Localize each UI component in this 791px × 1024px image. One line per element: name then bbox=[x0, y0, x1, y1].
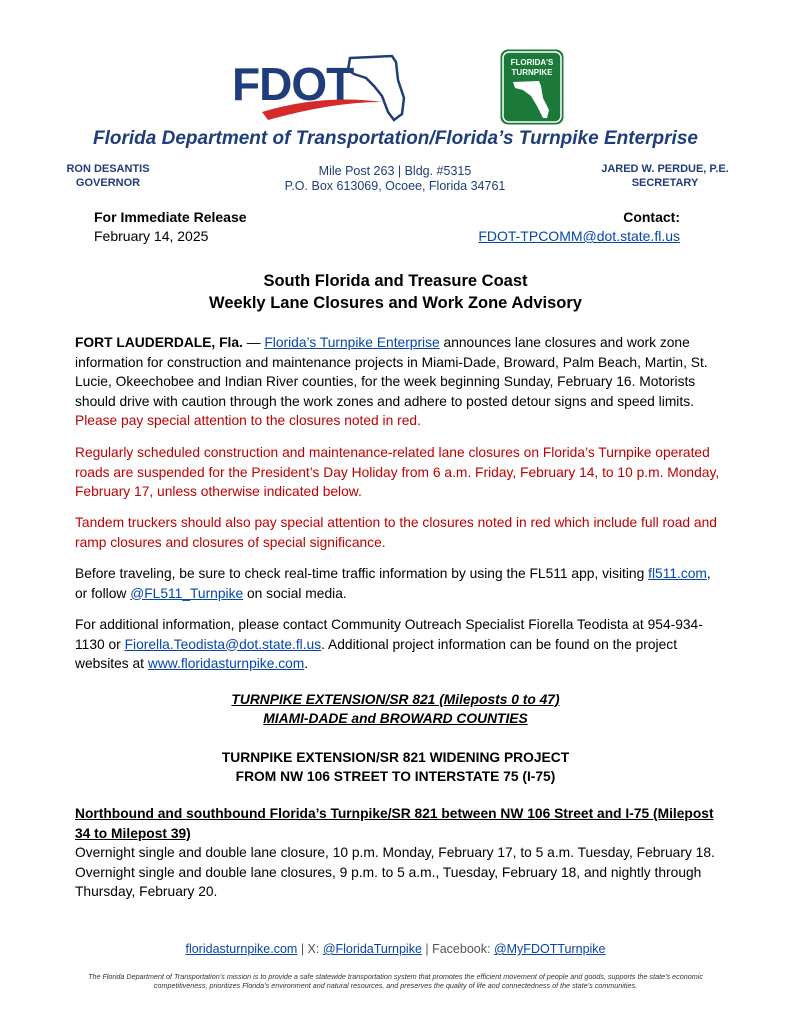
intro-red-note: Please pay special attention to the closures noted in red. bbox=[75, 413, 421, 428]
section-title-line1: TURNPIKE EXTENSION/SR 821 (Mileposts 0 to 47) bbox=[231, 692, 560, 707]
secretary-title: SECRETARY bbox=[631, 177, 699, 189]
project-title bbox=[0, 748, 791, 786]
turnpike-logo-line2: TURNPIKE bbox=[511, 68, 553, 77]
paragraph-traffic-info bbox=[75, 564, 720, 603]
intro-text: announces lane closures and work zone information for construction and maintenance projects in Miami-Dade, Broward, Palm Beach, Martin, St. Lucie, Okeechobee and Indian River counties, for the week beginning Sunday, February 16. Motorists should drive with caution through the work zones and adhere to posted detour signs and speed limits. bbox=[75, 335, 708, 409]
mission-statement: The Florida Department of Transportation’s mission is to provide a safe statewide transportation system that promotes the efficient movement of people and goods, supports the state’s economic competitiveness, prioritizes Florida’s environment and natural resources, and preserves the quality of life and connectedness of the state’s communities. bbox=[88, 972, 703, 990]
headline bbox=[0, 270, 791, 314]
address-line2: P.O. Box 613069, Ocoee, Florida 34761 bbox=[284, 179, 506, 193]
section-title-line2: MIAMI-DADE and BROWARD COUNTIES bbox=[263, 711, 528, 726]
project-title-line2: FROM NW 106 STREET TO INTERSTATE 75 (I-75) bbox=[235, 769, 556, 784]
paragraph-contact bbox=[75, 615, 720, 674]
secretary-block bbox=[590, 162, 740, 190]
turnpike-enterprise-link[interactable]: Florida’s Turnpike Enterprise bbox=[264, 335, 440, 350]
traffic-text-b: , or follow bbox=[75, 566, 711, 601]
headline-line1: South Florida and Treasure Coast bbox=[263, 272, 528, 290]
closure-line1: Overnight single and double lane closure, 10 p.m. Monday, February 17, to 5 a.m. Tuesday, February 18. bbox=[75, 845, 715, 860]
floridasturnpike-website-link[interactable]: www.floridasturnpike.com bbox=[147, 656, 305, 671]
contact-text-a: For additional information, please contact Community Outreach Specialist Fiorella Teodista at 954-934-1130 or bbox=[75, 617, 703, 652]
footer-website-link[interactable]: floridasturnpike.com bbox=[185, 942, 298, 956]
turnpike-logo bbox=[499, 48, 565, 126]
footer-x-link[interactable]: @FloridaTurnpike bbox=[322, 942, 422, 956]
contact-text-c: . bbox=[304, 656, 309, 671]
fl511-turnpike-link[interactable]: @FL511_Turnpike bbox=[130, 585, 244, 601]
fdot-logo bbox=[232, 50, 412, 128]
dateline-dash: — bbox=[242, 335, 265, 350]
paragraph-intro bbox=[75, 333, 720, 431]
address-line1: Mile Post 263 | Bldg. #5315 bbox=[318, 164, 472, 178]
governor-title: GOVERNOR bbox=[75, 177, 141, 189]
release-label: For Immediate Release bbox=[94, 209, 247, 225]
closure-entry bbox=[75, 804, 720, 902]
section-title bbox=[0, 690, 791, 728]
traffic-text-a: Before traveling, be sure to check real-time traffic information by using the FL511 app, visiting bbox=[75, 566, 649, 581]
dateline: FORT LAUDERDALE, Fla. bbox=[75, 335, 243, 350]
footer-links bbox=[0, 942, 791, 956]
turnpike-logo-line1: FLORIDA'S bbox=[510, 58, 554, 67]
paragraph-tandem-truckers: Tandem truckers should also pay special attention to the closures noted in red which include full road and ramp closures and closures of special significance. bbox=[75, 515, 717, 550]
paragraph-holiday-suspension: Regularly scheduled construction and maintenance-related lane closures on Florida’s Turnpike operated roads are suspended for the President’s Day Holiday from 6 a.m. Friday, February 14, to 10 p.m. Monday, February 17, unless otherwise indicated below. bbox=[75, 445, 720, 499]
closure-heading: Northbound and southbound Florida’s Turnpike/SR 821 between NW 106 Street and I-75 (Milepost 34 to Milepost 39) bbox=[75, 806, 714, 841]
governor-name: RON DESANTIS bbox=[66, 163, 150, 175]
fdot-logo-text: FDOT bbox=[232, 58, 354, 110]
address-block bbox=[250, 164, 540, 194]
closure-line2: Overnight single and double lane closures, 9 p.m. to 5 a.m., Tuesday, February 18, and nightly through Thursday, February 20. bbox=[75, 864, 702, 899]
footer-facebook-link[interactable]: @MyFDOTTurnpike bbox=[493, 942, 606, 956]
contact-text-b: . Additional project information can be found on the project websites at bbox=[75, 636, 678, 671]
contact-info bbox=[478, 208, 680, 246]
headline-line2: Weekly Lane Closures and Work Zone Advisory bbox=[209, 294, 582, 312]
teodista-email-link[interactable]: Fiorella.Teodista@dot.state.fl.us bbox=[124, 636, 322, 652]
contact-label: Contact: bbox=[623, 209, 680, 225]
footer-sep2: | Facebook: bbox=[421, 942, 494, 956]
traffic-text-c: on social media. bbox=[243, 585, 347, 601]
footer-sep1: | X: bbox=[297, 942, 323, 956]
contact-email-link[interactable]: FDOT-TPCOMM@dot.state.fl.us bbox=[478, 228, 680, 244]
governor-block bbox=[58, 162, 158, 190]
agency-title: Florida Department of Transportation/Florida’s Turnpike Enterprise bbox=[93, 128, 698, 149]
release-date: February 14, 2025 bbox=[94, 228, 209, 244]
project-title-line1: TURNPIKE EXTENSION/SR 821 WIDENING PROJECT bbox=[221, 750, 570, 765]
release-info bbox=[94, 208, 247, 246]
fl511-link[interactable]: fl511.com bbox=[648, 566, 707, 581]
secretary-name: JARED W. PERDUE, P.E. bbox=[601, 163, 729, 175]
